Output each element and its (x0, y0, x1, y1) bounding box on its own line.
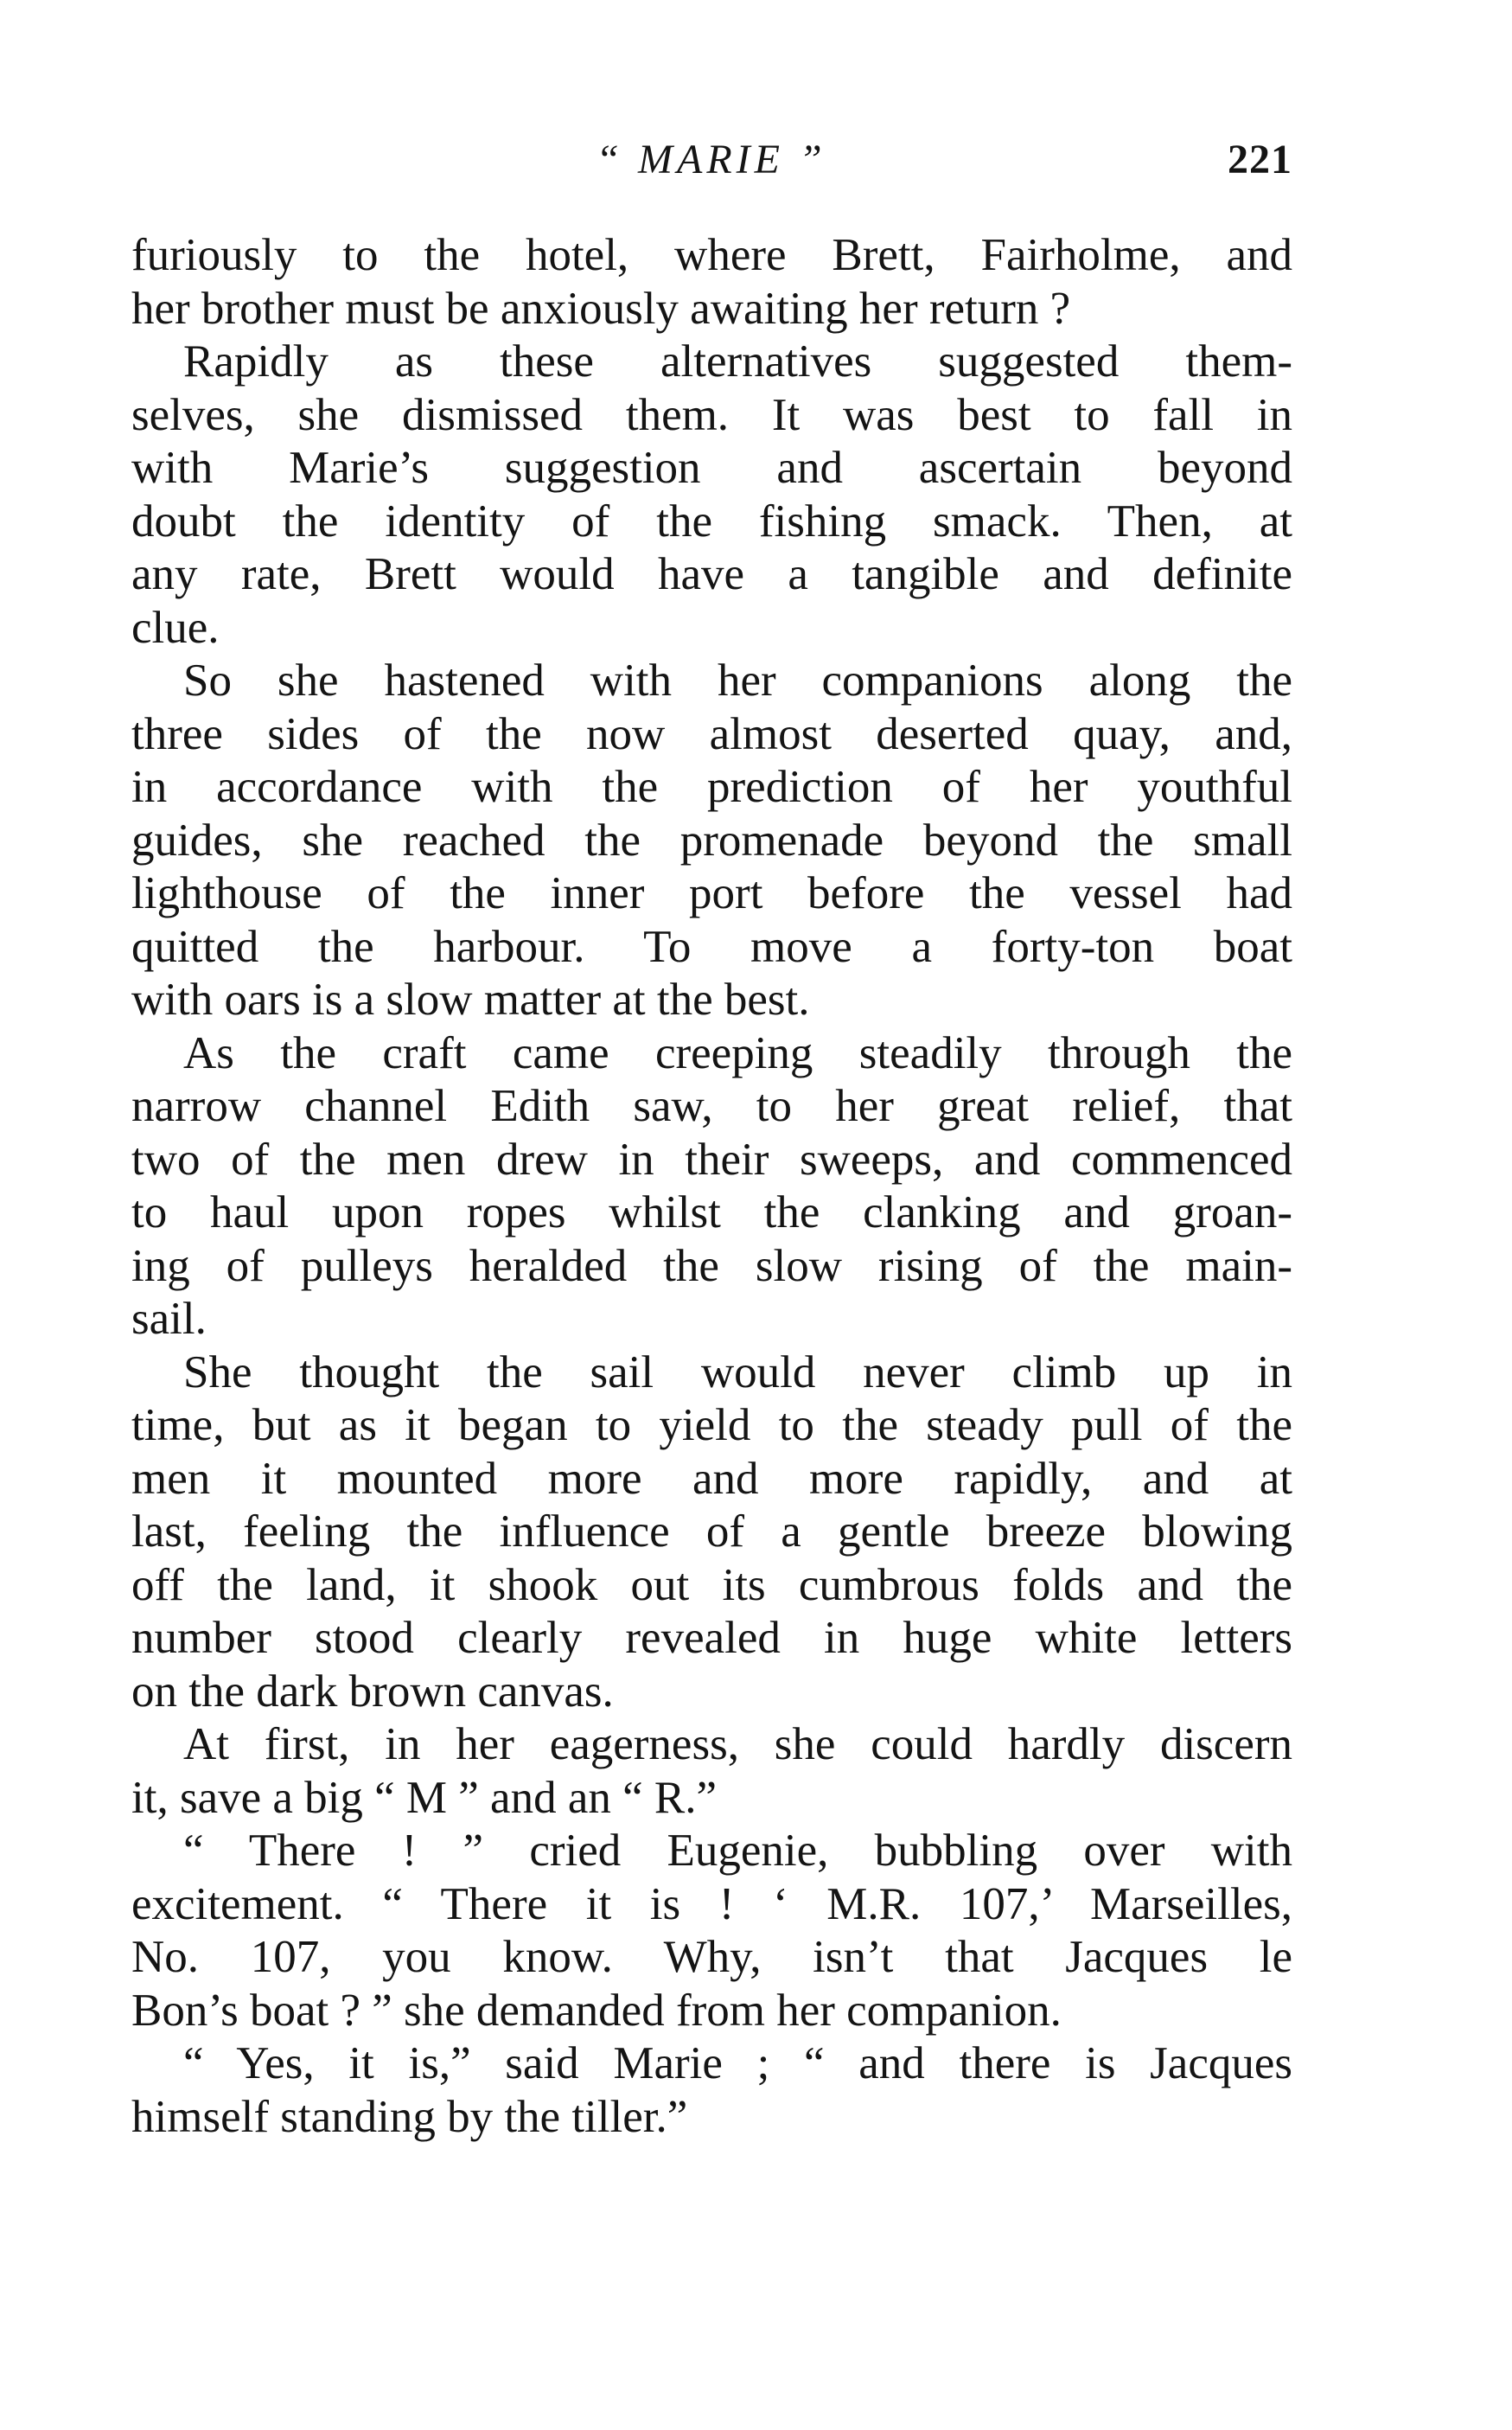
text-line: himself standing by the tiller.” (131, 2091, 688, 2142)
text-line: time, but as it began to yield to the steady pull of the (131, 1400, 1292, 1450)
running-head (130, 130, 1292, 190)
text-line: lighthouse of the inner port before the vessel had (131, 868, 1292, 918)
text-line: She thought the sail would never climb up in (183, 1346, 1292, 1397)
text-line: clue. (131, 602, 220, 653)
text-line: men it mounted more and more rapidly, and at (131, 1453, 1292, 1504)
text-line: guides, she reached the promenade beyond the small (131, 815, 1292, 866)
text-line: with oars is a slow matter at the best. (131, 975, 810, 1025)
text-line: ing of pulleys heralded the slow rising of the main- (131, 1240, 1292, 1291)
text-line: in accordance with the prediction of her youthful (131, 762, 1292, 812)
text-line: selves, she dismissed them. It was best to fall in (131, 389, 1292, 440)
text-line: on the dark brown canvas. (131, 1666, 614, 1717)
body-text (131, 229, 1292, 2144)
text-line: two of the men drew in their sweeps, and commenced (131, 1134, 1292, 1185)
text-line: At first, in her eagerness, she could hardly discern (183, 1719, 1292, 1769)
text-line: number stood clearly revealed in huge white letters (131, 1613, 1292, 1663)
page-number: 221 (1228, 137, 1292, 182)
text-line: last, feeling the influence of a gentle breeze blowing (131, 1506, 1292, 1557)
text-line: quitted the harbour. To move a forty-ton boat (131, 921, 1292, 972)
text-line: No. 107, you know. Why, isn’t that Jacques le (131, 1932, 1292, 1982)
text-line: her brother must be anxiously awaiting her return ? (131, 283, 1071, 334)
text-line: narrow channel Edith saw, to her great relief, that (131, 1081, 1292, 1131)
text-line: excitement. “ There it is ! ‘ M.R. 107,’ Marseilles, (131, 1878, 1292, 1929)
text-line: As the craft came creeping steadily through the (183, 1027, 1292, 1078)
running-title: “ MARIE ” (596, 137, 826, 182)
text-line: sail. (131, 1294, 207, 1344)
text-line: So she hastened with her companions along the (183, 655, 1292, 706)
text-line: to haul upon ropes whilst the clanking and groan- (131, 1187, 1292, 1237)
text-line: Rapidly as these alternatives suggested them- (183, 336, 1292, 387)
text-line: three sides of the now almost deserted quay, and, (131, 708, 1292, 759)
text-line: it, save a big “ M ” and an “ R.” (131, 1772, 717, 1823)
text-line: any rate, Brett would have a tangible and definite (131, 549, 1292, 599)
text-line: doubt the identity of the fishing smack. Then, at (131, 496, 1292, 547)
text-line: Bon’s boat ? ” she demanded from her companion. (131, 1985, 1062, 2036)
text-line: “ There ! ” cried Eugenie, bubbling over with (183, 1826, 1292, 1876)
text-line: off the land, it shook out its cumbrous folds and the (131, 1559, 1292, 1610)
text-line: “ Yes, it is,” said Marie ; “ and there is Jacques (183, 2038, 1292, 2088)
text-line: with Marie’s suggestion and ascertain beyond (131, 443, 1292, 493)
text-line: furiously to the hotel, where Brett, Fairholme, and (131, 230, 1292, 280)
